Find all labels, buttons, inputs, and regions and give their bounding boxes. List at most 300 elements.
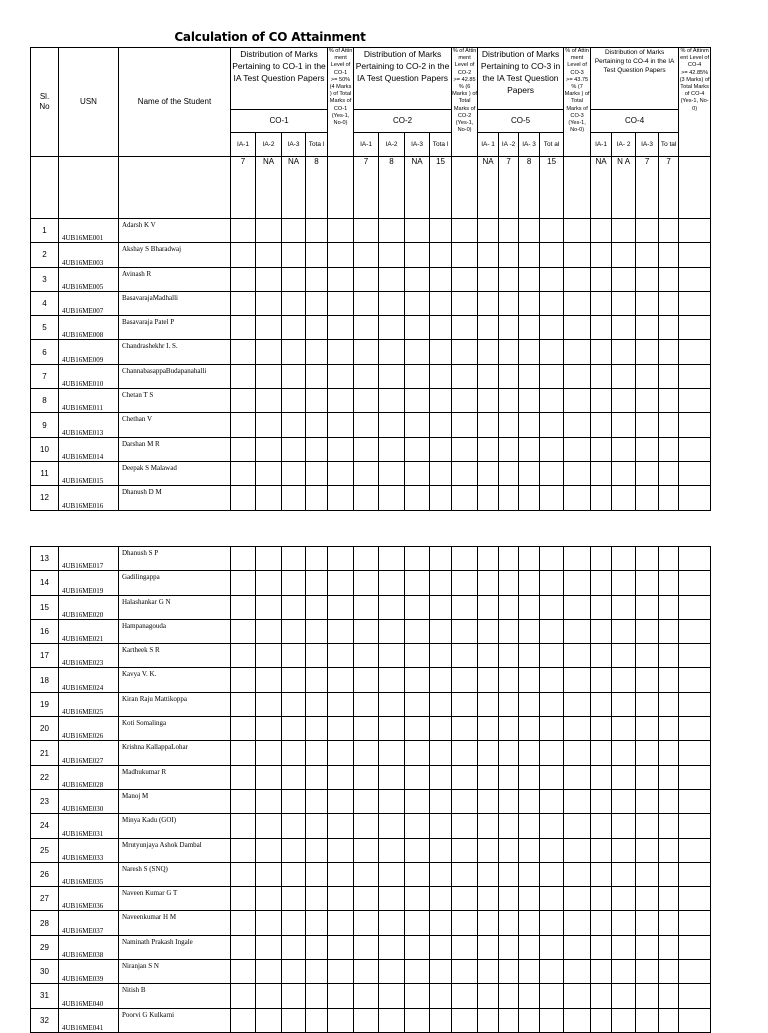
marks-cell[interactable] bbox=[519, 789, 540, 813]
marks-cell[interactable] bbox=[231, 887, 256, 911]
marks-cell[interactable] bbox=[540, 789, 564, 813]
marks-cell[interactable] bbox=[379, 316, 405, 340]
marks-cell[interactable] bbox=[256, 741, 282, 765]
marks-cell[interactable] bbox=[519, 1008, 540, 1032]
marks-cell[interactable] bbox=[282, 437, 306, 461]
marks-cell[interactable] bbox=[659, 413, 679, 437]
marks-cell[interactable] bbox=[328, 595, 354, 619]
marks-cell[interactable] bbox=[430, 571, 452, 595]
marks-cell[interactable] bbox=[499, 692, 519, 716]
marks-cell[interactable] bbox=[452, 887, 478, 911]
marks-cell[interactable] bbox=[499, 789, 519, 813]
marks-cell[interactable] bbox=[430, 340, 452, 364]
marks-cell[interactable] bbox=[354, 789, 379, 813]
marks-cell[interactable] bbox=[591, 911, 612, 935]
marks-cell[interactable] bbox=[231, 644, 256, 668]
marks-cell[interactable] bbox=[306, 862, 328, 886]
marks-cell[interactable] bbox=[306, 461, 328, 485]
marks-cell[interactable] bbox=[564, 316, 591, 340]
marks-cell[interactable] bbox=[540, 960, 564, 984]
marks-cell[interactable] bbox=[636, 243, 659, 267]
marks-cell[interactable] bbox=[519, 243, 540, 267]
marks-cell[interactable] bbox=[679, 717, 711, 741]
marks-cell[interactable] bbox=[379, 668, 405, 692]
marks-cell[interactable] bbox=[636, 413, 659, 437]
marks-cell[interactable] bbox=[231, 364, 256, 388]
marks-cell[interactable] bbox=[379, 364, 405, 388]
marks-cell[interactable] bbox=[405, 911, 430, 935]
marks-cell[interactable] bbox=[478, 437, 499, 461]
marks-cell[interactable] bbox=[379, 595, 405, 619]
marks-cell[interactable] bbox=[328, 692, 354, 716]
marks-cell[interactable] bbox=[679, 291, 711, 315]
marks-cell[interactable] bbox=[636, 571, 659, 595]
marks-cell[interactable] bbox=[379, 219, 405, 243]
marks-cell[interactable] bbox=[540, 644, 564, 668]
marks-cell[interactable] bbox=[519, 765, 540, 789]
marks-cell[interactable] bbox=[519, 571, 540, 595]
marks-cell[interactable] bbox=[379, 692, 405, 716]
marks-cell[interactable] bbox=[499, 765, 519, 789]
marks-cell[interactable] bbox=[430, 291, 452, 315]
marks-cell[interactable] bbox=[499, 1008, 519, 1032]
marks-cell[interactable] bbox=[354, 364, 379, 388]
marks-cell[interactable] bbox=[636, 717, 659, 741]
marks-cell[interactable] bbox=[379, 984, 405, 1008]
marks-cell[interactable] bbox=[282, 219, 306, 243]
marks-cell[interactable] bbox=[499, 316, 519, 340]
marks-cell[interactable] bbox=[612, 935, 636, 959]
marks-cell[interactable] bbox=[659, 935, 679, 959]
marks-cell[interactable] bbox=[256, 960, 282, 984]
marks-cell[interactable] bbox=[256, 1008, 282, 1032]
marks-cell[interactable] bbox=[306, 413, 328, 437]
marks-cell[interactable] bbox=[591, 267, 612, 291]
marks-cell[interactable] bbox=[499, 668, 519, 692]
marks-cell[interactable] bbox=[231, 838, 256, 862]
marks-cell[interactable] bbox=[499, 547, 519, 571]
marks-cell[interactable] bbox=[231, 862, 256, 886]
marks-cell[interactable] bbox=[612, 413, 636, 437]
marks-cell[interactable] bbox=[659, 984, 679, 1008]
marks-cell[interactable] bbox=[478, 413, 499, 437]
marks-cell[interactable] bbox=[519, 437, 540, 461]
marks-cell[interactable] bbox=[282, 547, 306, 571]
marks-cell[interactable] bbox=[591, 1008, 612, 1032]
marks-cell[interactable] bbox=[328, 789, 354, 813]
marks-cell[interactable] bbox=[306, 389, 328, 413]
marks-cell[interactable] bbox=[282, 692, 306, 716]
marks-cell[interactable] bbox=[612, 789, 636, 813]
marks-cell[interactable] bbox=[679, 461, 711, 485]
marks-cell[interactable] bbox=[354, 486, 379, 510]
marks-cell[interactable] bbox=[256, 389, 282, 413]
marks-cell[interactable] bbox=[636, 668, 659, 692]
marks-cell[interactable] bbox=[306, 765, 328, 789]
marks-cell[interactable] bbox=[679, 789, 711, 813]
marks-cell[interactable] bbox=[636, 547, 659, 571]
marks-cell[interactable] bbox=[499, 243, 519, 267]
marks-cell[interactable] bbox=[430, 765, 452, 789]
marks-cell[interactable] bbox=[636, 461, 659, 485]
marks-cell[interactable] bbox=[354, 668, 379, 692]
marks-cell[interactable] bbox=[659, 364, 679, 388]
marks-cell[interactable] bbox=[519, 291, 540, 315]
marks-cell[interactable] bbox=[591, 595, 612, 619]
marks-cell[interactable] bbox=[354, 219, 379, 243]
marks-cell[interactable] bbox=[478, 364, 499, 388]
marks-cell[interactable] bbox=[478, 741, 499, 765]
marks-cell[interactable] bbox=[379, 340, 405, 364]
marks-cell[interactable] bbox=[659, 960, 679, 984]
marks-cell[interactable] bbox=[540, 461, 564, 485]
marks-cell[interactable] bbox=[478, 219, 499, 243]
marks-cell[interactable] bbox=[405, 741, 430, 765]
marks-cell[interactable] bbox=[405, 789, 430, 813]
marks-cell[interactable] bbox=[430, 741, 452, 765]
marks-cell[interactable] bbox=[612, 619, 636, 643]
marks-cell[interactable] bbox=[564, 547, 591, 571]
marks-cell[interactable] bbox=[256, 316, 282, 340]
marks-cell[interactable] bbox=[636, 887, 659, 911]
marks-cell[interactable] bbox=[452, 814, 478, 838]
marks-cell[interactable] bbox=[354, 741, 379, 765]
marks-cell[interactable] bbox=[282, 960, 306, 984]
marks-cell[interactable] bbox=[430, 219, 452, 243]
marks-cell[interactable] bbox=[405, 692, 430, 716]
marks-cell[interactable] bbox=[452, 389, 478, 413]
marks-cell[interactable] bbox=[405, 668, 430, 692]
marks-cell[interactable] bbox=[636, 291, 659, 315]
marks-cell[interactable] bbox=[405, 413, 430, 437]
marks-cell[interactable] bbox=[430, 364, 452, 388]
marks-cell[interactable] bbox=[519, 413, 540, 437]
marks-cell[interactable] bbox=[499, 887, 519, 911]
marks-cell[interactable] bbox=[231, 1008, 256, 1032]
marks-cell[interactable] bbox=[679, 814, 711, 838]
marks-cell[interactable] bbox=[478, 935, 499, 959]
marks-cell[interactable] bbox=[452, 741, 478, 765]
marks-cell[interactable] bbox=[478, 984, 499, 1008]
marks-cell[interactable] bbox=[591, 668, 612, 692]
marks-cell[interactable] bbox=[256, 267, 282, 291]
marks-cell[interactable] bbox=[591, 765, 612, 789]
marks-cell[interactable] bbox=[430, 547, 452, 571]
marks-cell[interactable] bbox=[405, 461, 430, 485]
marks-cell[interactable] bbox=[452, 789, 478, 813]
marks-cell[interactable] bbox=[519, 668, 540, 692]
marks-cell[interactable] bbox=[679, 935, 711, 959]
marks-cell[interactable] bbox=[354, 814, 379, 838]
marks-cell[interactable] bbox=[282, 267, 306, 291]
marks-cell[interactable] bbox=[564, 984, 591, 1008]
marks-cell[interactable] bbox=[306, 571, 328, 595]
marks-cell[interactable] bbox=[591, 960, 612, 984]
marks-cell[interactable] bbox=[430, 960, 452, 984]
marks-cell[interactable] bbox=[612, 389, 636, 413]
marks-cell[interactable] bbox=[328, 887, 354, 911]
marks-cell[interactable] bbox=[306, 935, 328, 959]
marks-cell[interactable] bbox=[612, 461, 636, 485]
marks-cell[interactable] bbox=[612, 364, 636, 388]
marks-cell[interactable] bbox=[430, 1008, 452, 1032]
marks-cell[interactable] bbox=[519, 984, 540, 1008]
marks-cell[interactable] bbox=[452, 486, 478, 510]
marks-cell[interactable] bbox=[282, 668, 306, 692]
marks-cell[interactable] bbox=[452, 765, 478, 789]
marks-cell[interactable] bbox=[679, 595, 711, 619]
marks-cell[interactable] bbox=[306, 838, 328, 862]
marks-cell[interactable] bbox=[282, 984, 306, 1008]
marks-cell[interactable] bbox=[659, 243, 679, 267]
marks-cell[interactable] bbox=[478, 838, 499, 862]
marks-cell[interactable] bbox=[379, 243, 405, 267]
marks-cell[interactable] bbox=[328, 437, 354, 461]
marks-cell[interactable] bbox=[540, 862, 564, 886]
marks-cell[interactable] bbox=[612, 765, 636, 789]
marks-cell[interactable] bbox=[540, 389, 564, 413]
marks-cell[interactable] bbox=[231, 765, 256, 789]
marks-cell[interactable] bbox=[636, 741, 659, 765]
marks-cell[interactable] bbox=[540, 340, 564, 364]
marks-cell[interactable] bbox=[659, 814, 679, 838]
marks-cell[interactable] bbox=[306, 619, 328, 643]
marks-cell[interactable] bbox=[405, 862, 430, 886]
marks-cell[interactable] bbox=[452, 838, 478, 862]
marks-cell[interactable] bbox=[564, 219, 591, 243]
marks-cell[interactable] bbox=[499, 644, 519, 668]
marks-cell[interactable] bbox=[659, 340, 679, 364]
marks-cell[interactable] bbox=[306, 595, 328, 619]
marks-cell[interactable] bbox=[519, 267, 540, 291]
marks-cell[interactable] bbox=[354, 960, 379, 984]
marks-cell[interactable] bbox=[478, 960, 499, 984]
marks-cell[interactable] bbox=[636, 960, 659, 984]
marks-cell[interactable] bbox=[478, 619, 499, 643]
marks-cell[interactable] bbox=[256, 862, 282, 886]
marks-cell[interactable] bbox=[478, 316, 499, 340]
marks-cell[interactable] bbox=[430, 437, 452, 461]
marks-cell[interactable] bbox=[636, 316, 659, 340]
marks-cell[interactable] bbox=[636, 789, 659, 813]
marks-cell[interactable] bbox=[499, 960, 519, 984]
marks-cell[interactable] bbox=[231, 461, 256, 485]
marks-cell[interactable] bbox=[564, 838, 591, 862]
marks-cell[interactable] bbox=[499, 814, 519, 838]
marks-cell[interactable] bbox=[564, 765, 591, 789]
marks-cell[interactable] bbox=[564, 291, 591, 315]
marks-cell[interactable] bbox=[328, 838, 354, 862]
marks-cell[interactable] bbox=[519, 911, 540, 935]
marks-cell[interactable] bbox=[379, 911, 405, 935]
marks-cell[interactable] bbox=[328, 547, 354, 571]
marks-cell[interactable] bbox=[452, 437, 478, 461]
marks-cell[interactable] bbox=[452, 316, 478, 340]
marks-cell[interactable] bbox=[306, 437, 328, 461]
marks-cell[interactable] bbox=[499, 741, 519, 765]
marks-cell[interactable] bbox=[379, 935, 405, 959]
marks-cell[interactable] bbox=[379, 437, 405, 461]
marks-cell[interactable] bbox=[430, 461, 452, 485]
marks-cell[interactable] bbox=[328, 935, 354, 959]
marks-cell[interactable] bbox=[405, 571, 430, 595]
marks-cell[interactable] bbox=[354, 461, 379, 485]
marks-cell[interactable] bbox=[659, 595, 679, 619]
marks-cell[interactable] bbox=[379, 291, 405, 315]
marks-cell[interactable] bbox=[430, 887, 452, 911]
marks-cell[interactable] bbox=[231, 219, 256, 243]
marks-cell[interactable] bbox=[354, 887, 379, 911]
marks-cell[interactable] bbox=[379, 765, 405, 789]
marks-cell[interactable] bbox=[405, 935, 430, 959]
marks-cell[interactable] bbox=[636, 219, 659, 243]
marks-cell[interactable] bbox=[354, 595, 379, 619]
marks-cell[interactable] bbox=[256, 340, 282, 364]
marks-cell[interactable] bbox=[540, 838, 564, 862]
marks-cell[interactable] bbox=[499, 862, 519, 886]
marks-cell[interactable] bbox=[405, 243, 430, 267]
marks-cell[interactable] bbox=[379, 267, 405, 291]
marks-cell[interactable] bbox=[679, 741, 711, 765]
marks-cell[interactable] bbox=[452, 717, 478, 741]
marks-cell[interactable] bbox=[564, 717, 591, 741]
marks-cell[interactable] bbox=[564, 243, 591, 267]
marks-cell[interactable] bbox=[256, 911, 282, 935]
marks-cell[interactable] bbox=[452, 644, 478, 668]
marks-cell[interactable] bbox=[679, 765, 711, 789]
marks-cell[interactable] bbox=[430, 243, 452, 267]
marks-cell[interactable] bbox=[564, 668, 591, 692]
marks-cell[interactable] bbox=[354, 413, 379, 437]
marks-cell[interactable] bbox=[636, 765, 659, 789]
marks-cell[interactable] bbox=[379, 887, 405, 911]
marks-cell[interactable] bbox=[659, 291, 679, 315]
marks-cell[interactable] bbox=[452, 364, 478, 388]
marks-cell[interactable] bbox=[379, 862, 405, 886]
marks-cell[interactable] bbox=[636, 595, 659, 619]
marks-cell[interactable] bbox=[379, 461, 405, 485]
marks-cell[interactable] bbox=[612, 644, 636, 668]
marks-cell[interactable] bbox=[256, 814, 282, 838]
marks-cell[interactable] bbox=[564, 619, 591, 643]
marks-cell[interactable] bbox=[591, 717, 612, 741]
marks-cell[interactable] bbox=[679, 1008, 711, 1032]
marks-cell[interactable] bbox=[405, 838, 430, 862]
marks-cell[interactable] bbox=[231, 741, 256, 765]
marks-cell[interactable] bbox=[354, 243, 379, 267]
marks-cell[interactable] bbox=[430, 619, 452, 643]
marks-cell[interactable] bbox=[354, 644, 379, 668]
marks-cell[interactable] bbox=[231, 984, 256, 1008]
marks-cell[interactable] bbox=[430, 644, 452, 668]
marks-cell[interactable] bbox=[659, 644, 679, 668]
marks-cell[interactable] bbox=[328, 960, 354, 984]
marks-cell[interactable] bbox=[478, 243, 499, 267]
marks-cell[interactable] bbox=[405, 984, 430, 1008]
marks-cell[interactable] bbox=[679, 486, 711, 510]
marks-cell[interactable] bbox=[478, 461, 499, 485]
marks-cell[interactable] bbox=[564, 1008, 591, 1032]
marks-cell[interactable] bbox=[282, 340, 306, 364]
marks-cell[interactable] bbox=[659, 571, 679, 595]
marks-cell[interactable] bbox=[306, 984, 328, 1008]
marks-cell[interactable] bbox=[612, 571, 636, 595]
marks-cell[interactable] bbox=[231, 316, 256, 340]
marks-cell[interactable] bbox=[354, 838, 379, 862]
marks-cell[interactable] bbox=[256, 765, 282, 789]
marks-cell[interactable] bbox=[282, 717, 306, 741]
marks-cell[interactable] bbox=[612, 243, 636, 267]
marks-cell[interactable] bbox=[231, 814, 256, 838]
marks-cell[interactable] bbox=[679, 668, 711, 692]
marks-cell[interactable] bbox=[430, 717, 452, 741]
marks-cell[interactable] bbox=[405, 765, 430, 789]
marks-cell[interactable] bbox=[519, 692, 540, 716]
marks-cell[interactable] bbox=[519, 364, 540, 388]
marks-cell[interactable] bbox=[231, 668, 256, 692]
marks-cell[interactable] bbox=[564, 461, 591, 485]
marks-cell[interactable] bbox=[679, 364, 711, 388]
marks-cell[interactable] bbox=[430, 316, 452, 340]
marks-cell[interactable] bbox=[405, 814, 430, 838]
marks-cell[interactable] bbox=[452, 619, 478, 643]
marks-cell[interactable] bbox=[499, 413, 519, 437]
marks-cell[interactable] bbox=[659, 486, 679, 510]
marks-cell[interactable] bbox=[679, 960, 711, 984]
marks-cell[interactable] bbox=[636, 389, 659, 413]
marks-cell[interactable] bbox=[612, 316, 636, 340]
marks-cell[interactable] bbox=[659, 692, 679, 716]
marks-cell[interactable] bbox=[256, 984, 282, 1008]
marks-cell[interactable] bbox=[231, 413, 256, 437]
marks-cell[interactable] bbox=[430, 838, 452, 862]
marks-cell[interactable] bbox=[354, 267, 379, 291]
marks-cell[interactable] bbox=[499, 291, 519, 315]
marks-cell[interactable] bbox=[540, 571, 564, 595]
marks-cell[interactable] bbox=[636, 486, 659, 510]
marks-cell[interactable] bbox=[612, 340, 636, 364]
marks-cell[interactable] bbox=[636, 838, 659, 862]
marks-cell[interactable] bbox=[564, 692, 591, 716]
marks-cell[interactable] bbox=[306, 364, 328, 388]
marks-cell[interactable] bbox=[499, 364, 519, 388]
marks-cell[interactable] bbox=[354, 547, 379, 571]
marks-cell[interactable] bbox=[256, 644, 282, 668]
marks-cell[interactable] bbox=[405, 316, 430, 340]
marks-cell[interactable] bbox=[306, 717, 328, 741]
marks-cell[interactable] bbox=[379, 814, 405, 838]
marks-cell[interactable] bbox=[591, 291, 612, 315]
marks-cell[interactable] bbox=[306, 316, 328, 340]
marks-cell[interactable] bbox=[256, 935, 282, 959]
marks-cell[interactable] bbox=[636, 644, 659, 668]
marks-cell[interactable] bbox=[256, 668, 282, 692]
marks-cell[interactable] bbox=[540, 668, 564, 692]
marks-cell[interactable] bbox=[612, 668, 636, 692]
marks-cell[interactable] bbox=[478, 765, 499, 789]
marks-cell[interactable] bbox=[564, 960, 591, 984]
marks-cell[interactable] bbox=[405, 340, 430, 364]
marks-cell[interactable] bbox=[659, 619, 679, 643]
marks-cell[interactable] bbox=[659, 461, 679, 485]
marks-cell[interactable] bbox=[354, 619, 379, 643]
marks-cell[interactable] bbox=[282, 619, 306, 643]
marks-cell[interactable] bbox=[379, 1008, 405, 1032]
marks-cell[interactable] bbox=[612, 887, 636, 911]
marks-cell[interactable] bbox=[452, 571, 478, 595]
marks-cell[interactable] bbox=[354, 437, 379, 461]
marks-cell[interactable] bbox=[612, 911, 636, 935]
